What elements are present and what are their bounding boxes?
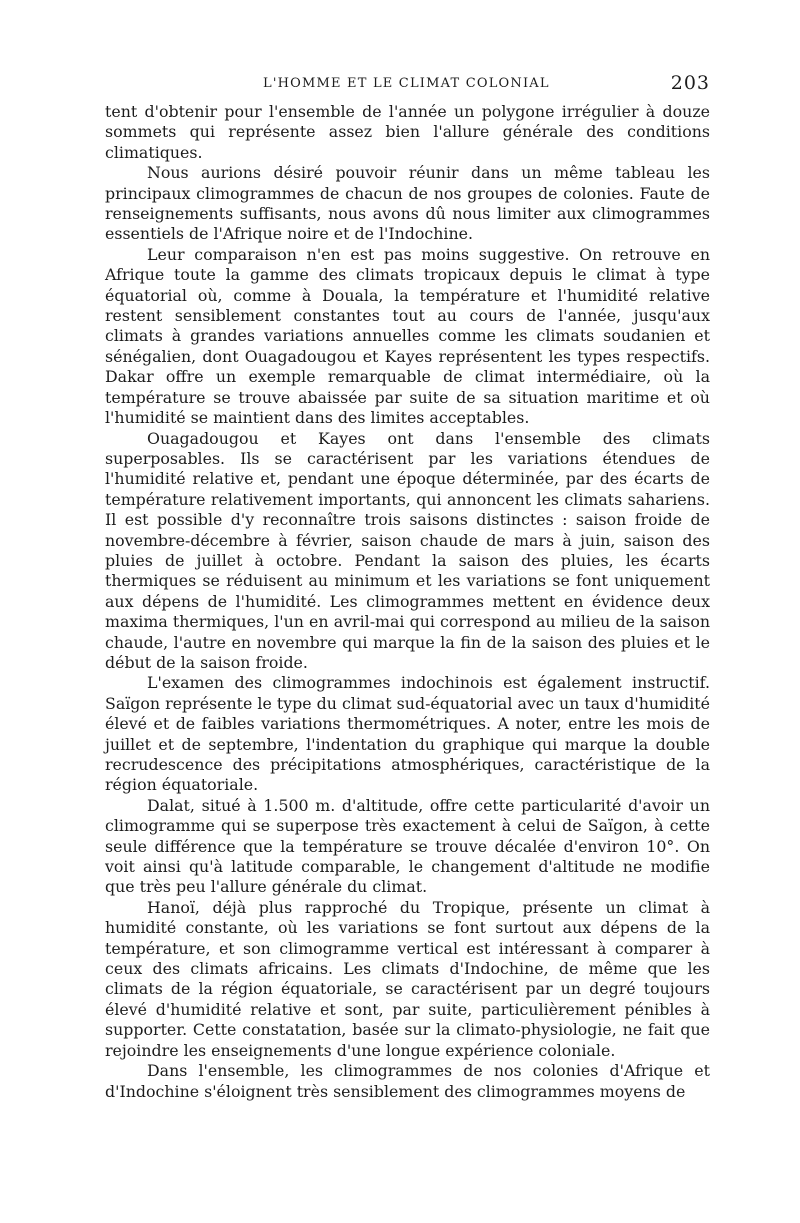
paragraph: Dans l'ensemble, les climogrammes de nos colonies d'Afrique et d'Indochine s'éloignent très sensiblement des climogrammes moyens de (105, 1061, 710, 1101)
paragraph: L'examen des climogrammes indochinois est également instructif. Saïgon représente le type du climat sud-équatorial avec un taux d'humidité élevé et de faibles variations thermométriques. A noter, entre les mois de juillet et de septembre, l'indentation du graphique qui marque la double recrudescence des précipitations atmosphériques, caractéristique de la région équatoriale. (105, 673, 710, 795)
body-text (105, 102, 710, 1102)
paragraph: Leur comparaison n'en est pas moins suggestive. On retrouve en Afrique toute la gamme des climats tropicaux depuis le climat à type équatorial où, comme à Douala, la température et l'humidité relative restent sensiblement constantes tout au cours de l'année, jusqu'aux climats à grandes variations annuelles comme les climats soudanien et sénégalien, dont Ouagadougou et Kayes représentent les types respectifs. Dakar offre un exemple remarquable de climat intermédiaire, où la température se trouve abaissée par suite de sa situation maritime et où l'humidité se maintient dans des limites acceptables. (105, 244, 710, 428)
paragraph: Ouagadougou et Kayes ont dans l'ensemble des climats superposables. Ils se caractérisent par les variations étendues de l'humidité relative et, pendant une époque déterminée, par des écarts de température relativement importants, qui annoncent les climats sahariens. Il est possible d'y reconnaître trois saisons distinctes : saison froide de novembre-décembre à février, saison chaude de mars à juin, saison des pluies de juillet à octobre. Pendant la saison des pluies, les écarts thermiques se réduisent au minimum et les variations se font uniquement aux dépens de l'humidité. Les climogrammes mettent en évidence deux maxima thermiques, l'un en avril-mai qui correspond au milieu de la saison chaude, l'autre en novembre qui marque la fin de la saison des pluies et le début de la saison froide. (105, 428, 710, 672)
page-number: 203 (670, 72, 710, 94)
book-page (105, 66, 710, 1102)
paragraph: Hanoï, déjà plus rapproché du Tropique, présente un climat à humidité constante, où les variations se font surtout aux dépens de la température, et son climogramme vertical est intéressant à comparer à ceux des climats africains. Les climats d'Indochine, de même que les climats de la région équatoriale, se caractérisent par un degré toujours élevé d'humidité relative et sont, par suite, particulièrement pénibles à supporter. Cette constatation, basée sur la climato-physiologie, ne fait que rejoindre les enseignements d'une longue expérience coloniale. (105, 897, 710, 1060)
running-header (105, 66, 710, 102)
paragraph: tent d'obtenir pour l'ensemble de l'année un polygone irrégulier à douze sommets qui représente assez bien l'allure générale des conditions climatiques. (105, 102, 710, 162)
paragraph: Nous aurions désiré pouvoir réunir dans un même tableau les principaux climogrammes de chacun de nos groupes de colonies. Faute de renseignements suffisants, nous avons dû nous limiter aux climogrammes essentiels de l'Afrique noire et de l'Indochine. (105, 163, 710, 244)
paragraph: Dalat, situé à 1.500 m. d'altitude, offre cette particularité d'avoir un climogramme qui se superpose très exactement à celui de Saïgon, à cette seule différence que la température se trouve décalée d'environ 10°. On voit ainsi qu'à latitude comparable, le changement d'altitude ne modifie que très peu l'allure générale du climat. (105, 795, 710, 897)
running-title: L'HOMME ET LE CLIMAT COLONIAL (263, 76, 550, 91)
